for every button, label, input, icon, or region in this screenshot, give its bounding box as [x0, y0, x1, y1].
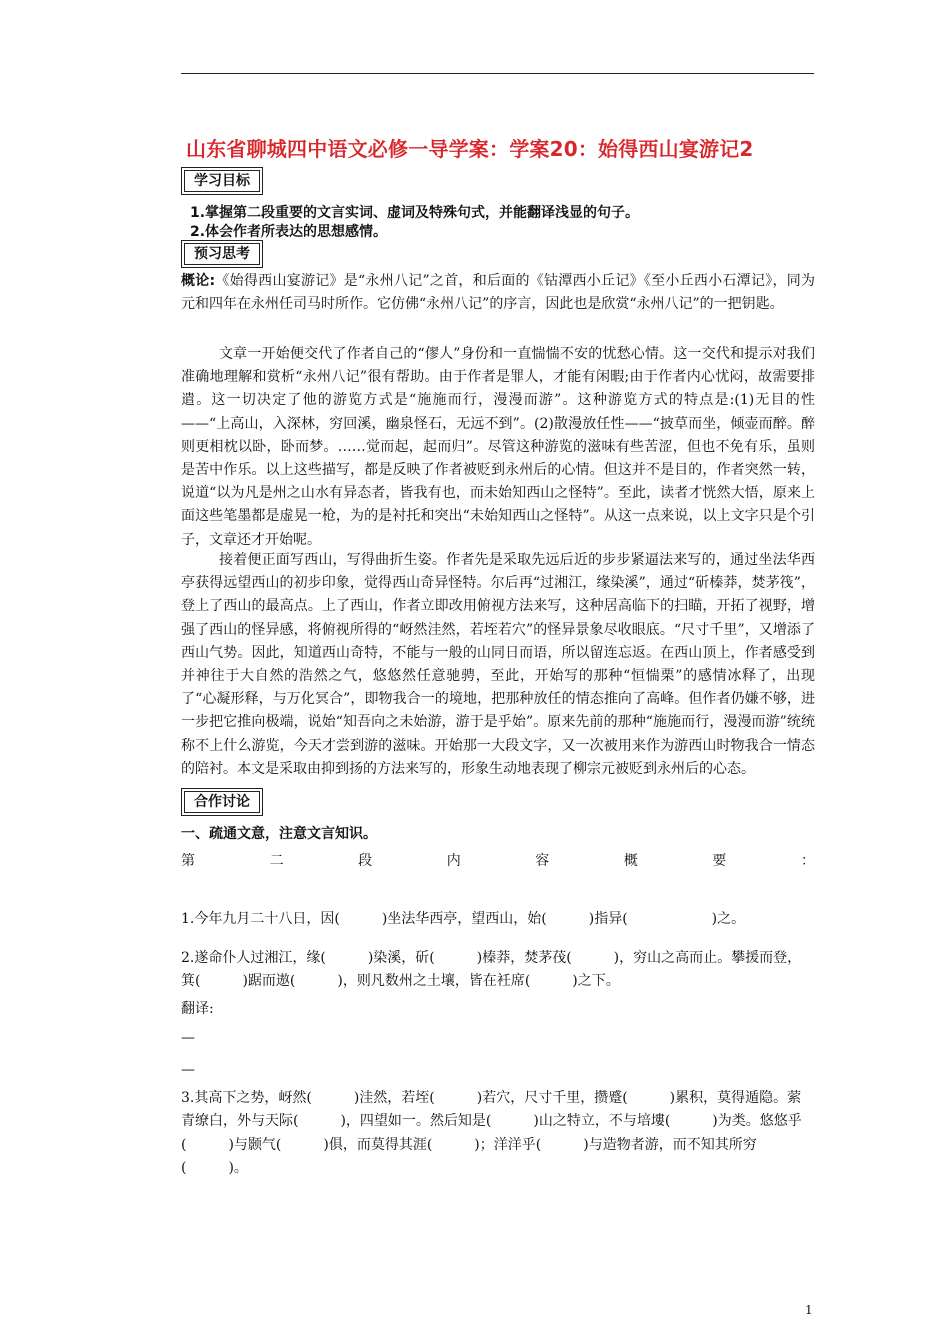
spread-char: ： — [800, 853, 815, 869]
exercise-2: 2.遂命仆人过湘江，缘( )染溪，斫( )榛莽，焚茅茷( )，穷山之高而止。攀援而登，箕( )踞而遨( )，则凡数州之土壤，皆在衽席( )之下。 — [181, 950, 802, 990]
spread-char: 概 — [623, 853, 638, 869]
spread-char: 二 — [269, 853, 284, 869]
discussion-heading: 一、疏通文意，注意文言知识。 — [181, 826, 377, 842]
spread-char: 要 — [712, 853, 727, 869]
analysis-paragraph-2: 接着便正面写西山，写得曲折生姿。作者先是采取先远后近的步步紧逼法来写的，通过坐法华西亭获得远望西山的初步印象，觉得西山奇异怪特。尔后再“过湘江，缘染溪”，通过“斫榛莽，焚茅筏”，登上了西山的最高点。上了西山，作者立即改用俯视方法来写，这种居高临下的扫瞄，开拓了视野，增强了西山的怪异感，将俯视所得的“岈然洼然，若垤若穴”的怪异景象尽收眼底。“尺寸千里”，又增添了西山气势。因此，知道西山奇特，不能与一般的山同日而语，所以留连忘返。在西山顶上，作者感受到并神往于大自然的浩然之气，悠悠然任意驰骋，至此，开始写的那种“恒惴栗”的感情冰释了，出现了“心凝形释，与万化冥合”，即物我合一的境地，把那种放任的情态推向了高峰。但作者仍嫌不够，进一步把它推向极端，说始“知吾向之未始游，游于是乎始”。原来先前的那种“施施而行，漫漫而游”统统称不上什么游览，今天才尝到游的滋味。开始那一大段文字，又一次被用来作为游西山时物我合一情态的陪衬。本文是采取由抑到扬的方法来写的，形象生动地表现了柳宗元被贬到永州后的心态。 — [181, 552, 815, 777]
translate-label: 翻译: — [181, 1001, 214, 1017]
header-rule — [181, 73, 814, 74]
answer-line-2: — — [181, 1062, 195, 1078]
goal-1: 1.掌握第二段重要的文言实词、虚词及特殊句式，并能翻译浅显的句子。 — [190, 205, 640, 221]
section-preview — [181, 240, 263, 268]
section-goals — [181, 167, 263, 195]
goal-2: 2.体会作者所表达的思想感情。 — [190, 224, 388, 240]
overview-paragraph — [181, 270, 815, 316]
exercise-3: 3.其高下之势，岈然( )洼然，若垤( )若穴，尺寸千里，攒蹙( )累积，莫得遁隐。萦青缭白，外与天际( )，四望如一。然后知是( )山之特立，不与培塿( )为类。悠悠乎( )与颢气( )俱，而莫得其涯( )；洋洋乎( )与造物者游，而不知其所穷( )。 — [181, 1090, 802, 1177]
overview-text: 《始得西山宴游记》是“永州八记”之首，和后面的《钴潭西小丘记》《至小丘西小石潭记》，同为元和四年在永州任司马时所作。它仿佛“永州八记”的序言，因此也是欣赏“永州八记”的一把钥匙。 — [181, 273, 815, 313]
spread-char: 第 — [181, 853, 195, 869]
overview-label: 概论: — [181, 273, 216, 289]
answer-line-1: — — [181, 1030, 195, 1046]
section-discuss — [181, 788, 263, 816]
section-discuss-label: 合作讨论 — [184, 791, 260, 813]
spread-char: 内 — [446, 853, 461, 869]
section-goals-label: 学习目标 — [184, 170, 260, 192]
content-summary-prompt — [181, 850, 815, 870]
spread-char: 容 — [535, 853, 550, 869]
section-preview-label: 预习思考 — [184, 243, 260, 265]
exercise-1: 1.今年九月二十八日，因( )坐法华西亭，望西山，始( )指异( )之。 — [181, 911, 746, 927]
page-number: 1 — [805, 1303, 813, 1317]
spread-char: 段 — [358, 853, 373, 869]
page-title: 山东省聊城四中语文必修一导学案：学案20：始得西山宴游记2 — [186, 137, 754, 161]
analysis-paragraph-1: 文章一开始便交代了作者自己的“僇人”身份和一直惴惴不安的忧愁心情。这一交代和提示对我们准确地理解和赏析“永州八记”很有帮助。由于作者是罪人，才能有闲暇;由于作者内心忧闷，故需要排遣。这一切决定了他的游览方式是“施施而行，漫漫而游”。这种游览方式的特点是:(1)无目的性——“上高山，入深林，穷回溪，幽泉怪石，无远不到”。(2)散漫放任性——“披草而坐，倾壶而醉。醉则更相枕以卧，卧而梦。……觉而起，起而归”。尽管这种游览的滋味有些苦涩，但也不免有乐，虽则是苦中作乐。以上这些描写，都是反映了作者被贬到永州后的心情。但这并不是目的，作者突然一转，说道“以为凡是州之山水有异态者，皆我有也，而未始知西山之怪特”。至此，读者才恍然大悟，原来上面这些笔墨都是虚晃一枪，为的是衬托和突出“未始知西山之怪特”。从这一点来说，以上文字只是个引子，文章还才开始呢。 — [181, 346, 815, 548]
